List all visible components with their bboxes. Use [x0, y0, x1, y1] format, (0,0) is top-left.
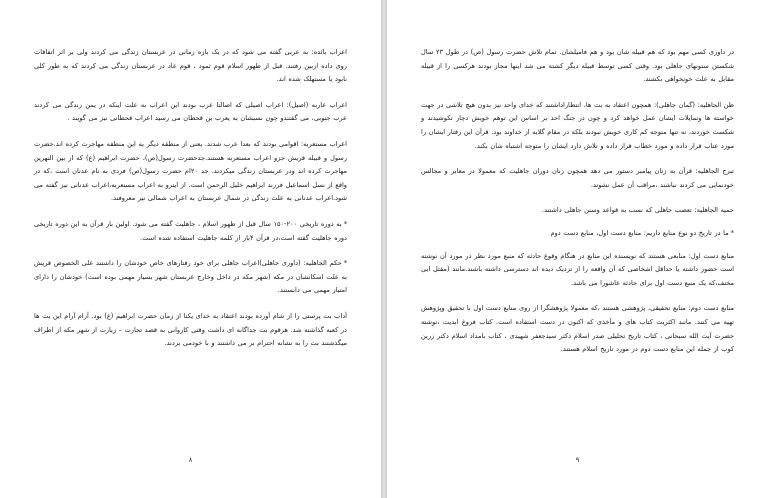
paragraph-judgment: در داوری کسی مهم بود که هم قبیله شان بود و هم فامیلشان. تمام تلاش حضرت رسول (ص) در طول ۲۳ سال شکستن ستونهای جاهلی بود. وقتی کسی توسط قبیله دیگر کشته می شد اینها مجاز بودند هرکسی را از قبیله مقابل به علت خونخواهی بکشند. [421, 48, 735, 84]
paragraph-hamiyyah-al-jahiliyyah: حمیه الجاهلیه: تعصب جاهلی که نسب به قواعد وسنن جاهلی داشتند. [541, 206, 734, 215]
paragraph-hukm-al-jahiliyyah: * حکم الجاهلیه: (داوری جاهلی)اعراب جاهلی برای خود رفتارهای خاص خودشان را داشتند علی الخصوص قریش به علت اسکانشان در مکه (شهر مکه در داخل وخارج عربستان شهر بسیار مهمی بوده است) خودشان را دارای امتیاز مهمی می دانستند. [34, 257, 347, 298]
paragraph-source-types: * ما در تاریخ دو نوع منابع داریم: منابع دست اول، منابع دست دوم [421, 227, 734, 241]
paragraph-zann-al-jahiliyyah: ظن الجاهلیه: (گمان جاهلی): همچون اعتقاد به بت ها، انتظاراداشتند که خدای واحد نیز بدون هیچ تلاشی در جهت خواسته ها وتمایلات ایشان عمل خواهد کرد و چون در جنگ احد بر اساس این توهم خویش دچار تکوشیدند و شکست خوردند، نه تنها متوجه کم کاری خویش نبودند بلکه در مقام گلایه از خداوند بود. قرآن این رفتار ایشان را مورد عتاب قرار داده و مورد خطاب قرار داده و تلاش دارد ایشان را متوجه اشتباه شان بکند. [421, 100, 734, 150]
paragraph-arab-mustaribeh: اعراب مستعربه: اقوامی بودند که بعدا عرب شدند. یعنی از منطقه دیگر به این منطقه مهاجرت کرده اند.حضرت رسول و قبیله قریش جزو اعراب مستعربه هستند.جدحضرت رسول(ص)، حضرت ابراهیم (ع) که از بین النهرین مهاجرت کرده اند ودر عربستان زندگی میکردند. جد ۲۰ام حضرت رسول(ص) فردی به نام عدنان است ،که در واقع از نسل اسماعیل فرزند ابراهیم خلیل الرحمن است. از اینرو به اعراب مستعربه،اعراب عدنانی نیز گفته می شود.اعراب عدنانی به علت زندگی در شمال عربستان به اعراب شمالی نیز معروفند. [34, 139, 347, 203]
paragraph-idol-worship: آداب بت پرستی را از شام آورده بودند اعتقاد به خدای یکتا از زمان حضرت ابراهیم (ع) بود. آرام آرام این بت ها در کعبه گذاشته شد. هرقوم بت جداگانه ای داشت وقتی کاروانی به قصد تجارت – زیارت از شهر مکه از اطراف میگذشتند بت را به نشانه احترام بر می داشتند و با خودمی بردند. [34, 311, 347, 348]
paragraph-jahiliyyah-period: * به دوره تاریخی ۲۰۰-۱۵۰ سال قبل از ظهور اسلام ، جاهلیت گفته می شود. اولین بار قرآن به این دوره تاریخی دوره جاهلیت گفته است،در قرآن ۴بار از کلمه جاهلیت استفاده شده است. [34, 218, 347, 245]
left-page [0, 0, 381, 498]
page-number-right: ۹ [575, 456, 580, 464]
paragraph-arab-baideh: اعراب بائده: به عربی گفته می شود که در یک بازه زمانی در عربستان زندگی می کردند ولی بر اثر اتفاقات روی داده ازبین رفتند. قبل از ظهور اسلام قوم ثمود ، قوم عاد در عربستان زندگی می کردند که به طور کلی نابود یا مستهلک شده اند. [34, 48, 347, 84]
paragraph-arab-aribeh: اعراب عاربه (اصیل): اعراب اصیلی که اصالتا عرب بودند این اعراب به علت اینکه در یمن زندگی می کردند عرب جنوبی، می گفتندو چون نسبشان به یعرب بن قحطان می رسید اعراب قحطانی نیز می گویند . [34, 100, 347, 123]
page-number-left: ۸ [188, 456, 193, 464]
right-page [387, 0, 768, 498]
paragraph-secondary-sources: منابع دست دوم: منابع تحقیقی، پژوهشی هستند ،که معمولا پژوهشگرا از روی منابع دست اول با تحقیق وپژوهش تهیه می کنند. مانند اکثریت کتاب های و مآخذی که اکنون در دست استفاده است. کتاب فروغ ابدیت ،نوشته حضرت آیت الله سبحانی ، کتاب تاریخ تحلیلی صدر اسلام دکتر سیدجعفر شهیدی ، کتاب بامداد اسلام دکتر زرین کوب از جمله این منابع دست دوم در مورد تاریخ اسلام هستند. [421, 304, 734, 354]
paragraph-tabarruj-al-jahiliyyah: تبرج الجاهلیه: قرآن به زنان پیامبر دستور می دهد همچون زنان دوران جاهلیت که معمولا در معابر و مجالس خودنمایی می کردند نباشند ،مراقب آن عمل نشوند. [421, 167, 734, 189]
paragraph-primary-sources: منابع دست اول: منابعی هستند که نویسنده این منابع در هنگام وقوع حادثه که منبع مورد نظر در مورد آن نوشته است حضور داشته یا حداقل اشخاصی که آن واقعه را از نزدیک دیده اند دسترسی داشته باشند.مانند (مقتل ابی مخنف،که یک منبع دست اول برای حادثه عاشورا می باشد. [421, 251, 734, 287]
